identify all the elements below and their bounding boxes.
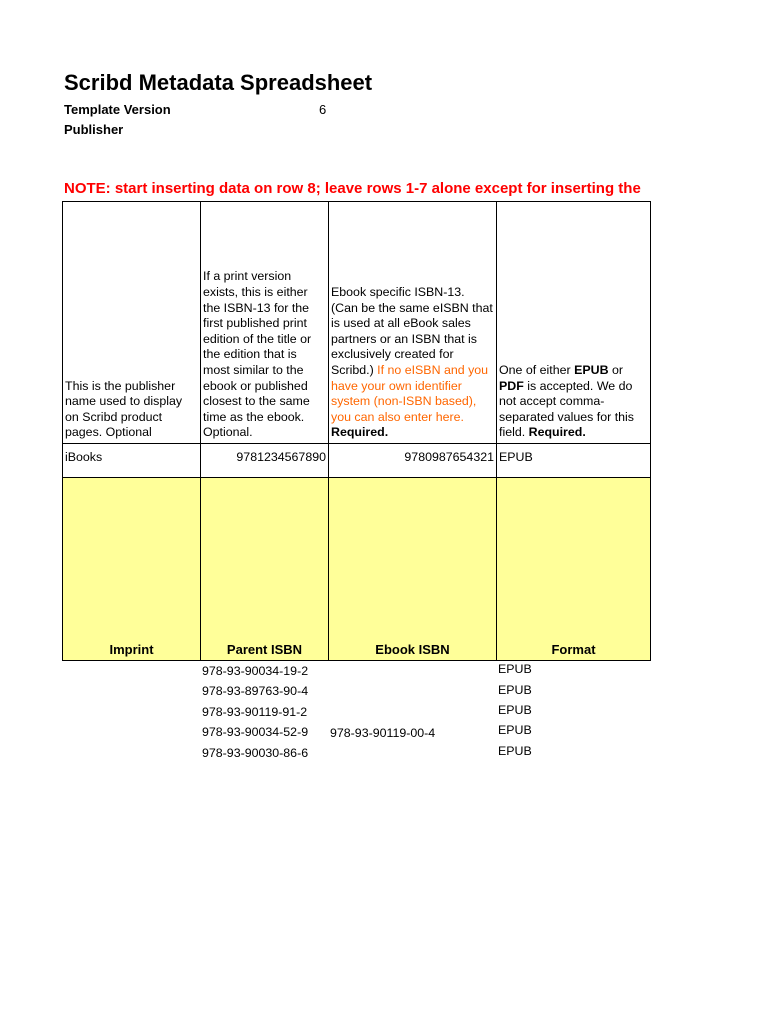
row-4-parent-isbn[interactable]: 978-93-90034-52-9 bbox=[202, 725, 309, 739]
template-version-label: Template Version bbox=[64, 102, 171, 117]
row-5-parent-isbn[interactable]: 978-93-90030-86-6 bbox=[202, 746, 309, 760]
row-3-format[interactable]: EPUB bbox=[498, 703, 532, 717]
desc-imprint bbox=[62, 201, 201, 444]
sample-ebook-isbn[interactable]: 9780987654321 bbox=[328, 443, 497, 478]
desc-format-or: or bbox=[611, 363, 624, 378]
row-4-format[interactable]: EPUB bbox=[498, 723, 532, 737]
row-2-format[interactable]: EPUB bbox=[498, 683, 532, 697]
sample-imprint[interactable]: iBooks bbox=[62, 443, 201, 478]
note-banner: NOTE: start inserting data on row 8; leave rows 1-7 alone except for inserting the bbox=[64, 180, 641, 197]
column-header-imprint[interactable]: Imprint bbox=[62, 477, 201, 661]
row-3-parent-isbn[interactable]: 978-93-90119-91-2 bbox=[202, 705, 308, 719]
sample-parent-isbn[interactable]: 9781234567890 bbox=[200, 443, 329, 478]
desc-parent-isbn-text: If a print version exists, this is either the ISBN-13 for the first published print edition of the title or the edition that is most similar to the ebook or published closest to the same time as the ebook. Optional. bbox=[203, 269, 312, 440]
desc-format-pre: One of either bbox=[499, 363, 571, 378]
sample-format[interactable]: EPUB bbox=[496, 443, 651, 478]
sheet-title: Scribd Metadata Spreadsheet bbox=[64, 70, 373, 95]
desc-format-post: is accepted. We do not accept comma-separated values for this field. bbox=[499, 378, 634, 440]
desc-ebook-isbn-text: Ebook specific ISBN-13. (Can be the same eISBN that is used at all eBook sales partners or an ISBN that is exclusively created for Scribd.) bbox=[331, 285, 493, 378]
row-5-format[interactable]: EPUB bbox=[498, 744, 532, 758]
desc-ebook-isbn bbox=[328, 201, 497, 444]
desc-format-pdf: PDF bbox=[499, 378, 524, 393]
desc-ebook-isbn-orange-text: If no eISBN and you have your own identifier system (non-ISBN based), you can also enter here. bbox=[331, 363, 489, 424]
row-4-ebook-isbn[interactable]: 978-93-90119-00-4 bbox=[330, 726, 436, 740]
column-header-ebook-isbn[interactable]: Ebook ISBN bbox=[328, 477, 497, 661]
publisher-label: Publisher bbox=[64, 122, 124, 137]
desc-format-required: Required. bbox=[528, 425, 586, 440]
desc-imprint-text: This is the publisher name used to display on Scribd product pages. Optional bbox=[65, 378, 183, 440]
row-1-format[interactable]: EPUB bbox=[498, 662, 532, 676]
desc-ebook-isbn-required: Required. bbox=[331, 425, 389, 440]
row-2-parent-isbn[interactable]: 978-93-89763-90-4 bbox=[202, 684, 309, 698]
desc-parent-isbn bbox=[200, 201, 329, 444]
desc-format-epub: EPUB bbox=[574, 363, 609, 378]
template-version-value[interactable]: 6 bbox=[319, 102, 327, 117]
column-header-parent-isbn[interactable]: Parent ISBN bbox=[200, 477, 329, 661]
row-1-parent-isbn[interactable]: 978-93-90034-19-2 bbox=[202, 664, 309, 678]
desc-format bbox=[496, 201, 651, 444]
column-header-format[interactable]: Format bbox=[496, 477, 651, 661]
